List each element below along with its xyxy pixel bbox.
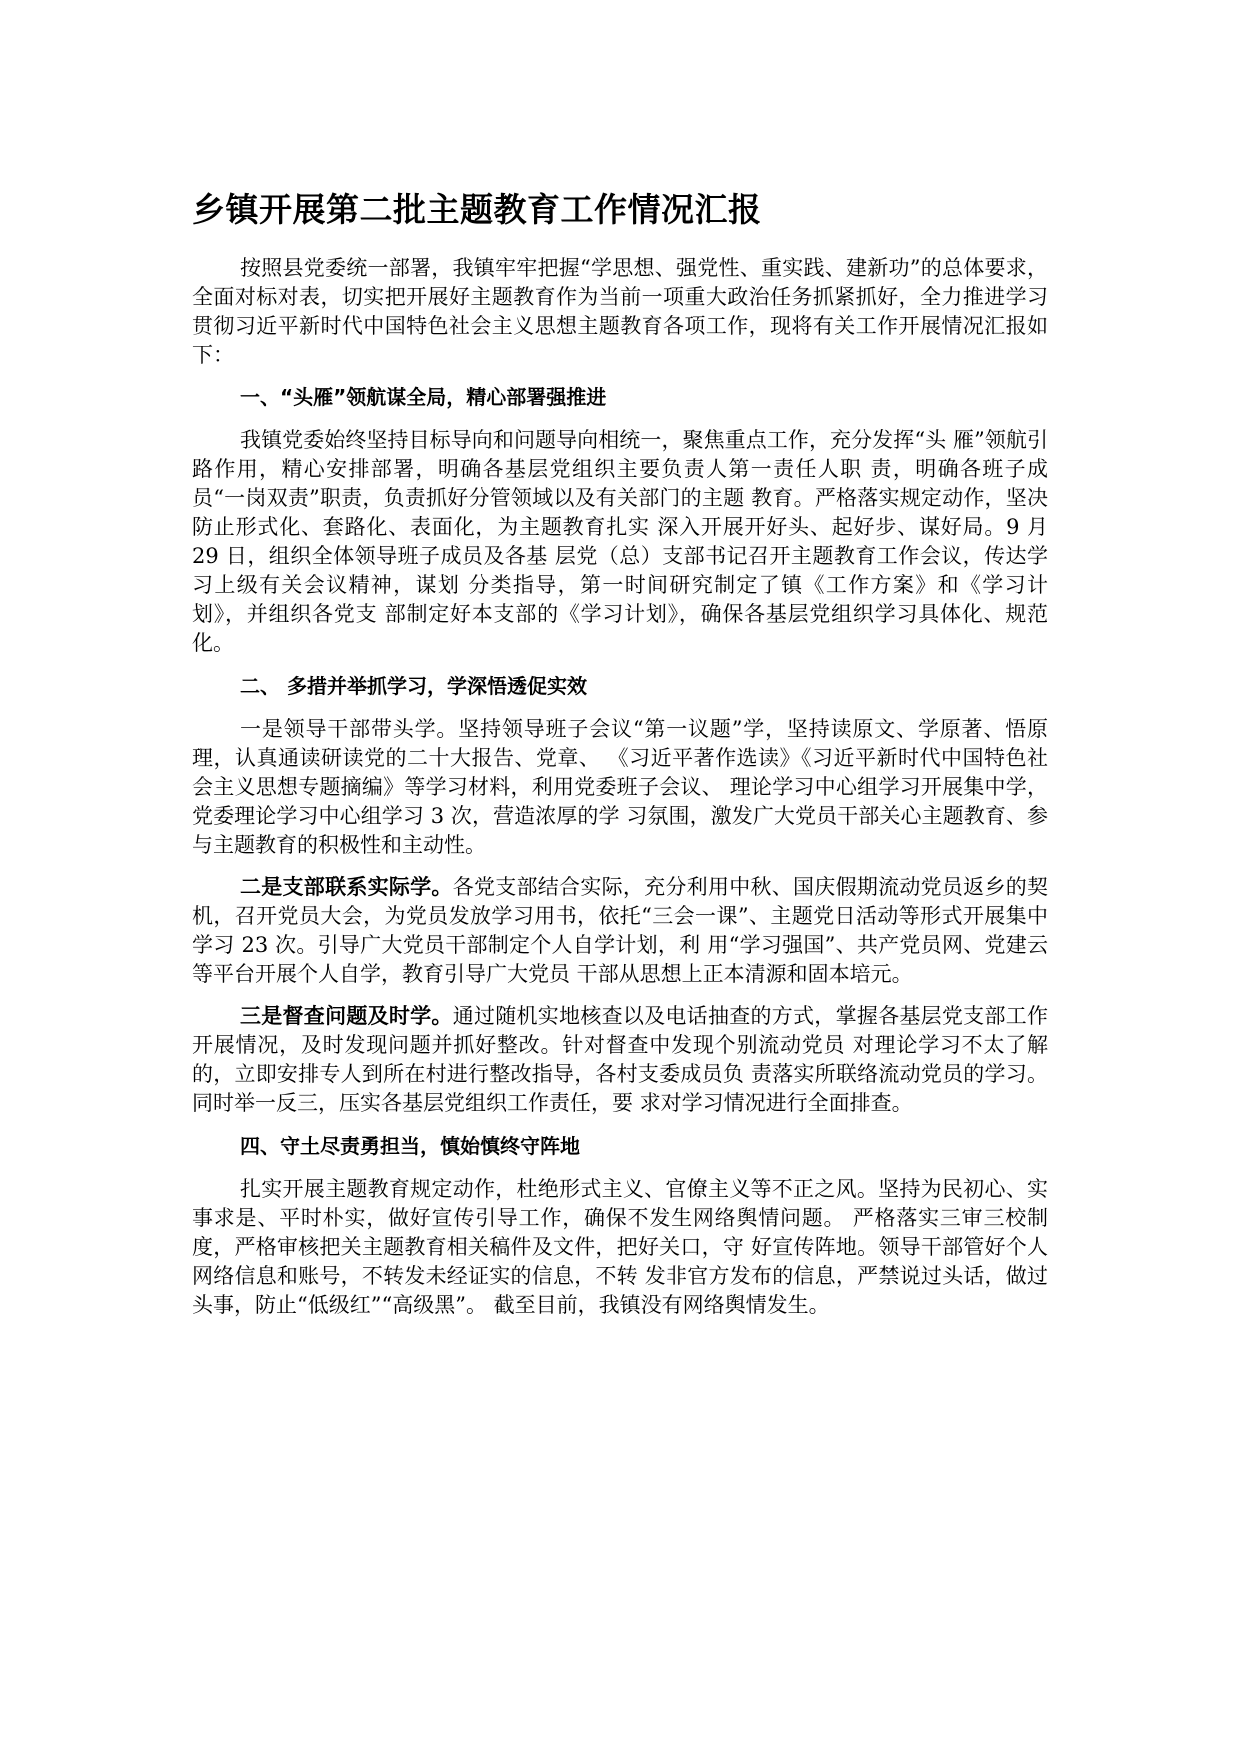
item-3-body: 通过随机实地核查以及电话抽查的方式，掌握各基层党支部工作开展情况，及时发现问题并抓好整改。针对督查中发现个别流动党员 对理论学习不太了解的，立即安排专人到所在村进行整改指导，各村支委成员负 责落实所联络流动党员的学习。同时举一反三，压实各基层党组织工作责任，要 求对学习情况进行全面排查。 [192,1004,1048,1115]
item-2-body: 各党支部结合实际，充分利用中秋、国庆假期流动党员返乡的契机，召开党员大会，为党员发放学习用书，依托“三会一课”、主题党日活动等形式开展集中学习 23 次。引导广大党员干部制定个人自学计划，利 用“学习强国”、共产党员网、党建云等平台开展个人自学，教育引导广大党员 干部从思想上正本清源和固本培元。 [192,875,1048,986]
item-3-lead: 三是督查问题及时学。 [240,1004,453,1028]
intro-paragraph: 按照县党委统一部署，我镇牢牢把握“学思想、强党性、重实践、建新功”的总体要求，全面对标对表，切实把开展好主题教育作为当前一项重大政治任务抓紧抓好，全力推进学习贯彻习近平新时代中国特色社会主义思想主题教育各项工作，现将有关工作开展情况汇报如下： [192,256,1048,367]
section-2-item-2-paragraph [192,873,1048,989]
document-title: 乡镇开展第二批主题教育工作情况汇报 [192,190,762,229]
section-1-paragraph: 我镇党委始终坚持目标导向和问题导向相统一，聚焦重点工作，充分发挥“头 雁”领航引路作用，精心安排部署，明确各基层党组织主要负责人第一责任人职 责，明确各班子成员“一岗双责”职责，负责抓好分管领域以及有关部门的主题 教育。严格落实规定动作，坚决防止形式化、套路化、表面化，为主题教育扎实 深入开展开好头、起好步、谋好局。9 月 29 日，组织全体领导班子成员及各基 层党（总）支部书记召开主题教育工作会议，传达学习上级有关会议精神，谋划 分类指导，第一时间研究制定了镇《工作方案》和《学习计划》，并组织各党支 部制定好本支部的《学习计划》，确保各基层党组织学习具体化、规范化。 [192,428,1048,655]
section-2-item-3-paragraph [192,1002,1048,1118]
section-2-item-1-paragraph: 一是领导干部带头学。坚持领导班子会议“第一议题”学，坚持读原文、学原著、悟原理，认真通读研读党的二十大报告、党章、 《习近平著作选读》《习近平新时代中国特色社会主义思想专题摘编》等学习材料，利用党委班子会议、 理论学习中心组学习开展集中学，党委理论学习中心组学习 3 次，营造浓厚的学 习氛围，激发广大党员干部关心主题教育、参与主题教育的积极性和主动性。 [192,717,1048,857]
section-heading-2: 二、 多措并举抓学习，学深悟透促实效 [240,674,587,698]
section-heading-4: 四、守土尽责勇担当，慎始慎终守阵地 [240,1134,580,1158]
section-heading-1: 一、“头雁”领航谋全局，精心部署强推进 [240,385,607,409]
document-body [192,188,1048,1333]
item-2-lead: 二是支部联系实际学。 [240,875,453,899]
section-4-paragraph: 扎实开展主题教育规定动作，杜绝形式主义、官僚主义等不正之风。坚持为民初心、实事求是、平时朴实，做好宣传引导工作，确保不发生网络舆情问题。 严格落实三审三校制度，严格审核把关主题教育相关稿件及文件，把好关口，守 好宣传阵地。领导干部管好个人网络信息和账号，不转发未经证实的信息，不转 发非官方发布的信息，严禁说过头话，做过头事，防止“低级红”“高级黑”。 截至目前，我镇没有网络舆情发生。 [192,1177,1048,1317]
